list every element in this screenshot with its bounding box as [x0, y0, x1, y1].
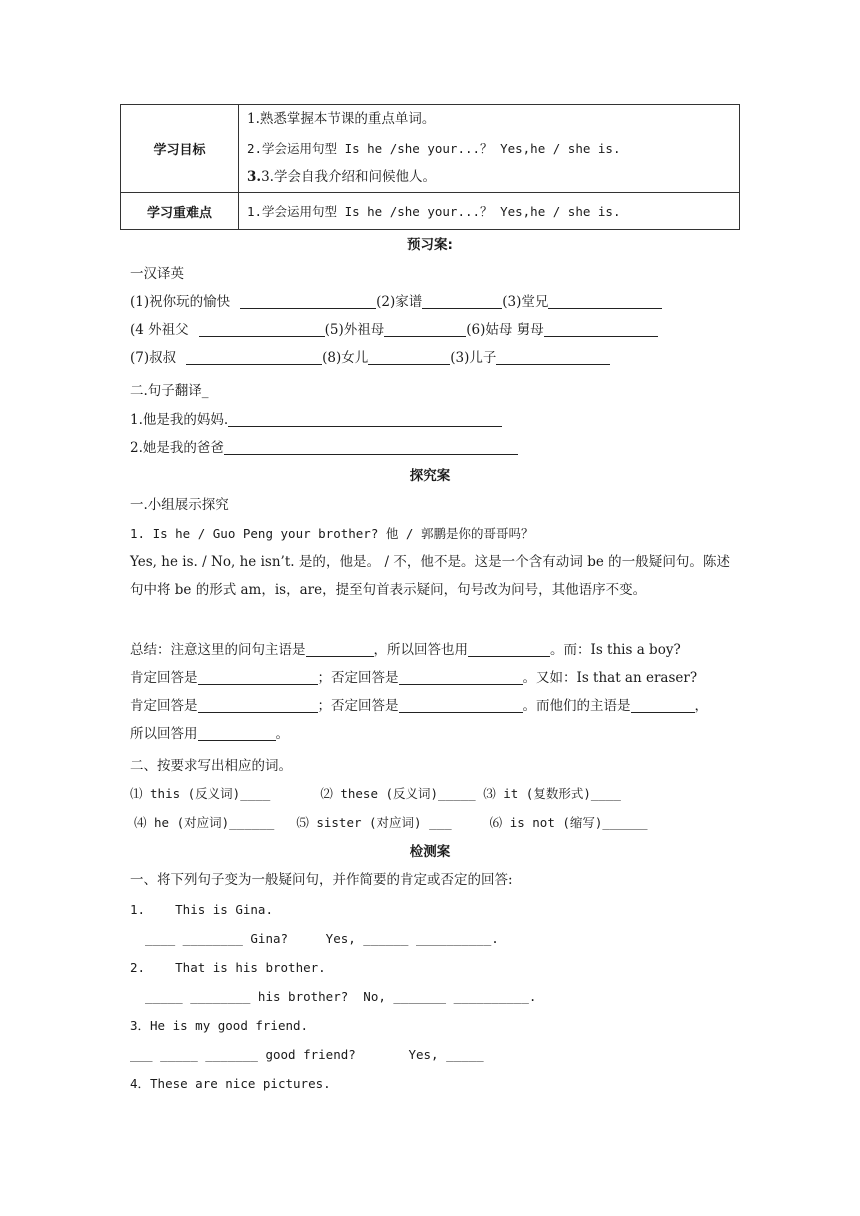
difficulty-row: [121, 193, 740, 230]
goals-table: [120, 104, 740, 230]
preview-section-2: 二.句子翻译_: [130, 383, 209, 399]
preview-title: 预习案:: [407, 237, 453, 253]
goal-item-1: 1.熟悉掌握本节课的重点单词。: [247, 111, 436, 127]
test-line: ___ _____ _______ good friend? Yes, _____: [130, 1047, 484, 1062]
test-line: _____ ________ his brother? No, _______ __________.: [130, 989, 537, 1004]
goal-item-3: 3.3.学会自我介绍和问候他人。: [247, 169, 436, 185]
word-prompt: (1)祝你玩的愉快: [130, 294, 231, 310]
test-line: ____ ________ Gina? Yes, ______ __________.: [130, 931, 499, 946]
difficulty-item: 1.学会运用句型 Is he /she your...？ Yes,he / she is.: [247, 203, 621, 219]
goals-row: [121, 105, 740, 193]
answer-blank[interactable]: [186, 348, 322, 365]
word-item: ⑵ these (反义词)_____: [320, 786, 476, 801]
test-section-1: 一、将下列句子变为一般疑问句，并作简要的肯定或否定的回答:: [130, 872, 513, 888]
answer-blank[interactable]: [399, 668, 523, 685]
goals-cell: [239, 105, 740, 193]
goal-item-3-text: 3.学会自我介绍和问候他人。: [261, 169, 436, 185]
answer-blank[interactable]: [384, 320, 466, 337]
test-line: 2. That is his brother.: [130, 960, 326, 975]
answer-blank[interactable]: [548, 292, 662, 309]
word-item: ⑹ is not (缩写)______: [489, 815, 648, 830]
word-prompt: (5)外祖母: [324, 322, 385, 338]
answer-blank[interactable]: [631, 696, 695, 713]
answer-blank[interactable]: [240, 292, 376, 309]
difficulty-cell: [239, 193, 740, 230]
goals-header: 学习目标: [121, 105, 239, 193]
explore-section-1: 一.小组展示探究: [130, 497, 229, 513]
word-row-3: [130, 344, 610, 372]
answer-blank[interactable]: [496, 348, 610, 365]
test-title: 检测案: [409, 844, 451, 860]
answer-blank[interactable]: [198, 668, 318, 685]
explore-title: 探究案: [409, 468, 451, 484]
explore-explanation: Yes, he is. / No, he isn’t. 是的，他是。 / 不，他不是。这是一个含有动词 be 的一般疑问句。陈述句中将 be 的形式 am，is，are，提至句首表示疑问，句号改为问号，其他语序不变。: [130, 554, 730, 598]
word-row-2: [130, 316, 658, 344]
test-line: 4．These are nice pictures.: [130, 1076, 331, 1091]
sentence-1: [130, 406, 502, 434]
answer-blank[interactable]: [306, 640, 374, 657]
word-item: ⑸ sister (对应词) ___: [296, 815, 452, 830]
word-item: ⑶ it (复数形式)____: [483, 786, 621, 801]
sentence-prompt: 2.她是我的爸爸: [130, 440, 224, 456]
word-item: ⑴ this (反义词)____: [130, 786, 271, 801]
word-items-row-2: [134, 809, 648, 837]
explore-question-1: 1. Is he / Guo Peng your brother? 他 / 郭鹏是你的哥哥吗？: [130, 526, 534, 541]
word-prompt: (3)堂兄: [502, 294, 549, 310]
difficulty-header: 学习重难点: [121, 193, 239, 230]
answer-blank[interactable]: [198, 696, 318, 713]
goal-item-2: 2.学会运用句型 Is he /she your...？ Yes,he / she is.: [247, 141, 621, 156]
test-line: 1. This is Gina.: [130, 902, 273, 917]
word-item: ⑷ he (对应词)______: [134, 815, 275, 830]
answer-blank[interactable]: [422, 292, 502, 309]
answer-blank[interactable]: [228, 410, 502, 427]
answer-blank[interactable]: [399, 696, 523, 713]
word-prompt: (4 外祖父: [130, 322, 189, 338]
answer-blank[interactable]: [199, 320, 325, 337]
word-prompt: (3)儿子: [450, 350, 497, 366]
sentence-2: [130, 434, 518, 462]
sentence-prompt: 1.他是我的妈妈.: [130, 412, 229, 428]
answer-blank[interactable]: [468, 640, 550, 657]
answer-blank[interactable]: [224, 438, 518, 455]
word-row-1: [130, 288, 662, 316]
answer-blank[interactable]: [368, 348, 450, 365]
test-line: 3．He is my good friend.: [130, 1018, 309, 1033]
answer-blank[interactable]: [544, 320, 658, 337]
word-prompt: (8)女儿: [322, 350, 369, 366]
word-items-row-1: [130, 780, 621, 808]
word-prompt: (7)叔叔: [130, 350, 177, 366]
answer-blank[interactable]: [198, 724, 276, 741]
word-prompt: (6)姑母 舅母: [466, 322, 544, 338]
preview-section-1: 一汉译英: [130, 266, 184, 282]
explore-summary: 总结：注意这里的问句主语是 ，所以回答也用 。而：Is this a boy? 肯定回答是 ；否定回答是 。又如：Is that an eraser? 肯定回答是 ；否定回答是 。而他们的主语是 ， 所以回答用 。: [130, 642, 708, 742]
word-prompt: (2)家谱: [376, 294, 423, 310]
explore-section-2: 二、按要求写出相应的词。: [130, 758, 292, 774]
